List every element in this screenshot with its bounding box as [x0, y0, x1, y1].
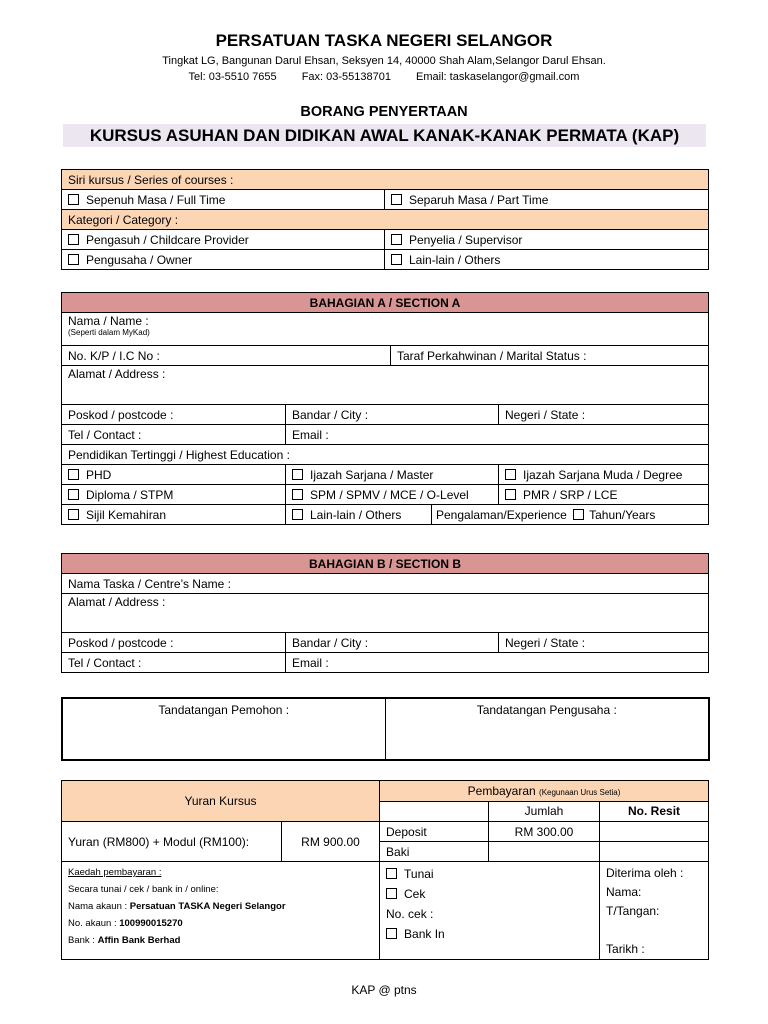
postcode-field[interactable]: Poskod / postcode :: [62, 405, 286, 425]
state-field[interactable]: Negeri / State :: [499, 405, 709, 425]
deposit-label: Deposit: [380, 822, 489, 842]
account-number: 100990015270: [119, 918, 183, 929]
checkbox[interactable]: [68, 234, 79, 245]
section-b-table: [61, 553, 709, 673]
footer-text: KAP @ ptns: [351, 983, 417, 997]
education-heading: Pendidikan Tertinggi / Highest Education :: [62, 445, 709, 465]
deposit-receipt[interactable]: [600, 822, 709, 842]
checkbox[interactable]: [505, 489, 516, 500]
edu-others[interactable]: Lain-lain / Others: [286, 505, 432, 525]
fax-text: Fax: 03-55138701: [301, 71, 391, 83]
bank-name: Affin Bank Berhad: [97, 935, 181, 946]
centre-state-field[interactable]: Negeri / State :: [499, 633, 709, 653]
checkbox[interactable]: [386, 888, 397, 899]
checkbox[interactable]: [68, 194, 79, 205]
centre-name-field[interactable]: Nama Taska / Centre’s Name :: [62, 574, 709, 594]
form-label: BORANG PENYERTAAN: [300, 104, 468, 120]
payment-method: Kaedah pembayaran : Secara tunai / cek / bank in / online: Nama akaun : Persatuan TASKA Negeri Selangor No. akaun : 100990015270 Bank : Affin Bank Berhad: [62, 862, 380, 960]
cheque-number[interactable]: No. cek :: [386, 907, 434, 921]
name-field[interactable]: Nama / Name : (Seperti dalam MyKad): [62, 313, 709, 346]
checkbox[interactable]: [68, 469, 79, 480]
checkbox[interactable]: [391, 234, 402, 245]
edu-pmr[interactable]: PMR / SRP / LCE: [499, 485, 709, 505]
organization-name: PERSATUAN TASKA NEGERI SELANGOR: [215, 31, 553, 50]
option-supervisor[interactable]: Penyelia / Supervisor: [385, 230, 709, 250]
centre-address-field[interactable]: Alamat / Address :: [62, 594, 709, 633]
checkbox[interactable]: [391, 254, 402, 265]
checkbox[interactable]: [68, 509, 79, 520]
checkbox[interactable]: [391, 194, 402, 205]
option-bank-in[interactable]: Bank In: [386, 924, 593, 944]
years-label: Tahun/Years: [589, 507, 656, 522]
edu-spm[interactable]: SPM / SPMV / MCE / O-Level: [286, 485, 499, 505]
city-field[interactable]: Bandar / City :: [286, 405, 499, 425]
experience-field[interactable]: [432, 505, 709, 525]
fee-heading: Yuran Kursus: [62, 781, 380, 822]
organization-address: Tingkat LG, Bangunan Darul Ehsan, Seksyen 14, 40000 Shah Alam,Selangor Darul Ehsan.: [162, 55, 606, 67]
amount-heading: Jumlah: [489, 801, 600, 822]
name-note: (Seperti dalam MyKad): [68, 328, 150, 337]
option-childcare[interactable]: Pengasuh / Childcare Provider: [62, 230, 385, 250]
checkbox[interactable]: [386, 928, 397, 939]
checkbox[interactable]: [573, 509, 584, 520]
method-heading: Kaedah pembayaran :: [68, 867, 162, 878]
edu-phd[interactable]: PHD: [62, 465, 286, 485]
tel-text: Tel: 03-5510 7655: [188, 71, 277, 83]
ic-field[interactable]: No. K/P / I.C No :: [62, 346, 391, 366]
section-b-title: BAHAGIAN B / SECTION B: [62, 554, 709, 574]
edu-skill[interactable]: Sijil Kemahiran: [62, 505, 286, 525]
edu-master[interactable]: Ijazah Sarjana / Master: [286, 465, 499, 485]
balance-amount[interactable]: [489, 842, 600, 862]
checkbox[interactable]: [505, 469, 516, 480]
centre-tel-field[interactable]: Tel / Contact :: [62, 653, 286, 673]
signature-table: [61, 697, 710, 761]
option-part-time[interactable]: Separuh Masa / Part Time: [385, 190, 709, 210]
option-owner[interactable]: Pengusaha / Owner: [62, 250, 385, 270]
checkbox[interactable]: [292, 469, 303, 480]
balance-receipt[interactable]: [600, 842, 709, 862]
blank-cell: [380, 801, 489, 822]
email-text: Email: taskaselangor@gmail.com: [416, 71, 580, 83]
option-full-time[interactable]: Sepenuh Masa / Full Time: [62, 190, 385, 210]
centre-city-field[interactable]: Bandar / City :: [286, 633, 499, 653]
category-heading: Kategori / Category :: [62, 210, 709, 230]
payment-heading: Pembayaran (Kegunaan Urus Setia): [380, 781, 709, 802]
organization-contact: [0, 71, 768, 83]
checkbox[interactable]: [386, 868, 397, 879]
checkbox[interactable]: [292, 489, 303, 500]
section-a-title: BAHAGIAN A / SECTION A: [62, 293, 709, 313]
option-cash[interactable]: Tunai: [386, 864, 593, 884]
centre-postcode-field[interactable]: Poskod / postcode :: [62, 633, 286, 653]
series-category-table: [61, 169, 709, 270]
fee-description: Yuran (RM800) + Modul (RM100):: [62, 822, 282, 862]
applicant-signature[interactable]: Tandatangan Pemohon :: [62, 698, 385, 760]
course-title: KURSUS ASUHAN DAN DIDIKAN AWAL KANAK-KANAK PERMATA (KAP): [63, 124, 706, 147]
option-others[interactable]: Lain-lain / Others: [385, 250, 709, 270]
option-cheque[interactable]: Cek: [386, 884, 593, 904]
method-line: Secara tunai / cek / bank in / online:: [68, 884, 219, 895]
address-field[interactable]: Alamat / Address :: [62, 366, 709, 405]
payment-table: [61, 780, 709, 960]
edu-degree[interactable]: Ijazah Sarjana Muda / Degree: [499, 465, 709, 485]
edu-diploma[interactable]: Diploma / STPM: [62, 485, 286, 505]
centre-email-field[interactable]: Email :: [286, 653, 709, 673]
payment-type: [380, 862, 600, 960]
deposit-amount[interactable]: RM 300.00: [489, 822, 600, 842]
series-heading: Siri kursus / Series of courses :: [62, 170, 709, 190]
section-a-table: [61, 292, 709, 525]
payment-note: (Kegunaan Urus Setia): [539, 787, 621, 797]
fee-total: RM 900.00: [282, 822, 380, 862]
marital-field[interactable]: Taraf Perkahwinan / Marital Status :: [391, 346, 709, 366]
checkbox[interactable]: [292, 509, 303, 520]
operator-signature[interactable]: Tandatangan Pengusaha :: [385, 698, 709, 760]
received-by[interactable]: Diterima oleh : Nama: T/Tangan: Tarikh :: [600, 862, 709, 960]
receipt-heading: No. Resit: [600, 801, 709, 822]
experience-label: Pengalaman/Experience: [436, 507, 567, 522]
checkbox[interactable]: [68, 489, 79, 500]
balance-label: Baki: [380, 842, 489, 862]
account-name: Persatuan TASKA Negeri Selangor: [129, 901, 286, 912]
email-field[interactable]: Email :: [286, 425, 709, 445]
checkbox[interactable]: [68, 254, 79, 265]
tel-field[interactable]: Tel / Contact :: [62, 425, 286, 445]
